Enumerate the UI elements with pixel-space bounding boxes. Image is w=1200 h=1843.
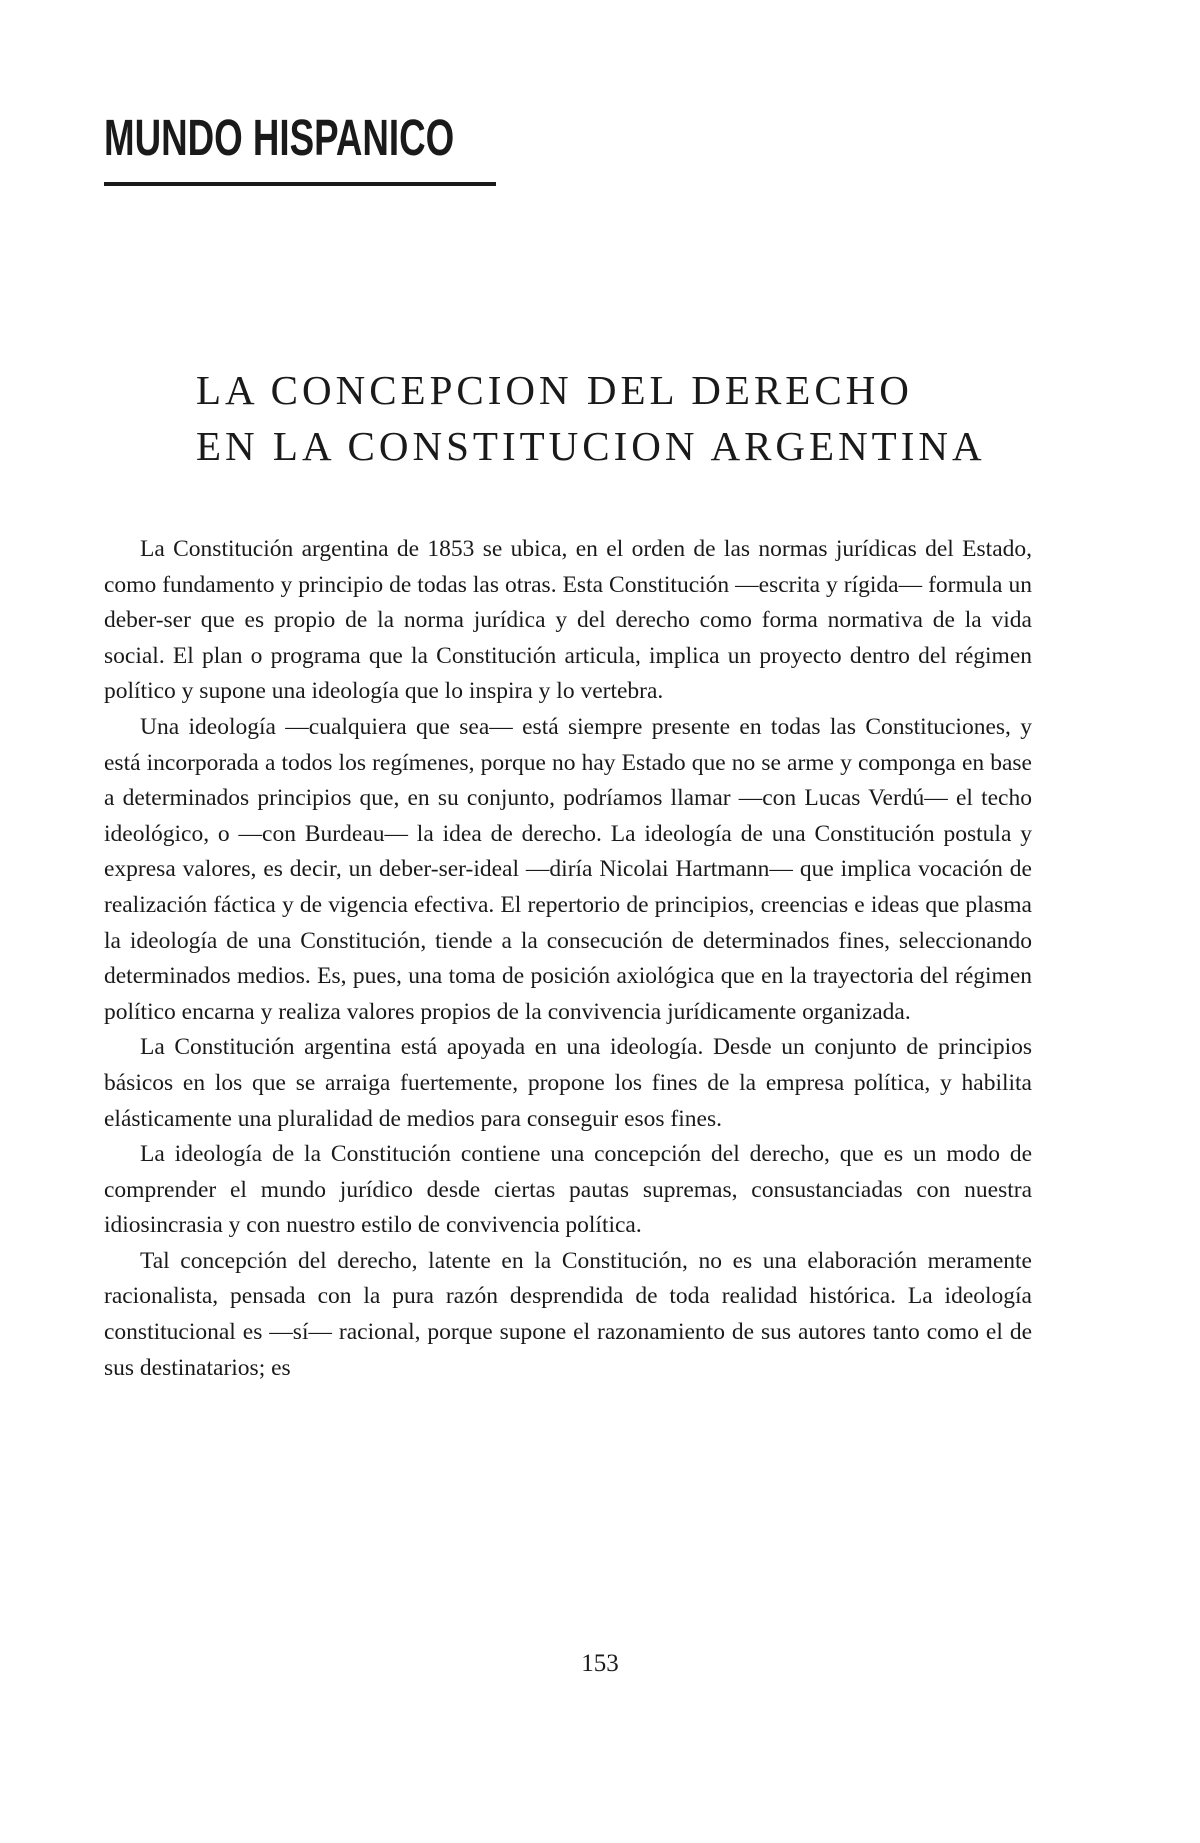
paragraph: Tal concepción del derecho, latente en la Constitución, no es una elaboración meramente racionalista, pensada con la pura razón desprendida de toda realidad histórica. La ideología constitucional es —sí— racional, porque supone el razonamiento de sus autores tanto como el de sus destinatarios; es bbox=[104, 1247, 1032, 1381]
page-number: 153 bbox=[581, 1650, 619, 1677]
paragraph: Una ideología —cualquiera que sea— está siempre presente en todas las Constituciones, y está incorporada a todos los regímenes, porque no hay Estado que no se arme y componga en base a determinados principios que, en su conjunto, podríamos llamar —con Lucas Verdú— el techo ideológico, o —con Burdeau— la idea de derecho. La ideología de una Constitución postula y expresa valores, es decir, un deber-ser-ideal —diría Nicolai Hartmann— que implica vocación de realización fáctica y de vigencia efectiva. El repertorio de principios, creencias e ideas que plasma la ideología de una Constitución, tiende a la consecución de determinados fines, seleccionando determinados medios. Es, pues, una toma de posición axiológica que en la trayectoria del régimen político encarna y realiza valores propios de la convivencia jurídicamente organizada. bbox=[104, 713, 1032, 1025]
section-title: MUNDO HISPANICO bbox=[104, 109, 455, 166]
paragraph: La ideología de la Constitución contiene una concepción del derecho, que es un modo de comprender el mundo jurídico desde ciertas pautas supremas, consustanciadas con nuestra idiosincrasia y con nuestro estilo de convivencia política. bbox=[104, 1141, 1032, 1239]
section-header bbox=[104, 108, 504, 168]
article-title-line-1: LA CONCEPCION DEL DERECHO bbox=[196, 367, 913, 413]
paragraph: La Constitución argentina de 1853 se ubica, en el orden de las normas jurídicas del Estado, como fundamento y principio de todas las otras. Esta Constitución —escrita y rígida— formula un deber-ser que es propio de la norma jurídica y del derecho como forma normativa de la vida social. El plan o programa que la Constitución articula, implica un proyecto dentro del régimen político y supone una ideología que lo inspira y lo vertebra. bbox=[104, 536, 1032, 705]
section-title-rule bbox=[104, 182, 496, 186]
paragraph: La Constitución argentina está apoyada en una ideología. Desde un conjunto de principios básicos en los que se arraiga fuertemente, propone los fines de la empresa política, y habilita elásticamente una pluralidad de medios para conseguir esos fines. bbox=[104, 1034, 1032, 1132]
article-body bbox=[104, 532, 1032, 1386]
article-title-line-2: EN LA CONSTITUCION ARGENTINA bbox=[196, 423, 986, 469]
article-title bbox=[196, 362, 1096, 474]
